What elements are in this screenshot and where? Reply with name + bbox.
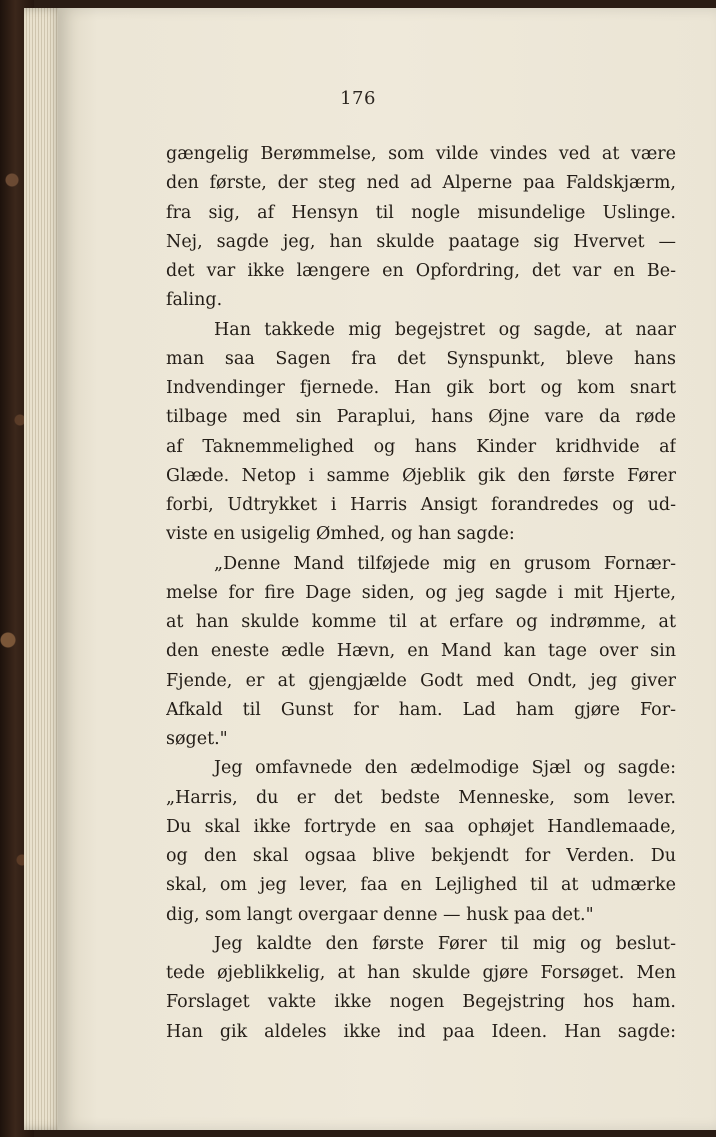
- text-line: det var ikke længere en Opfordring, det var en Be-: [166, 261, 676, 281]
- text-line: Jeg omfavnede den ædelmodige Sjæl og sagde:: [214, 758, 676, 779]
- text-line: Jeg kaldte den første Fører til mig og beslut-: [214, 933, 676, 954]
- text-line: man saa Sagen fra det Synspunkt, bleve hans: [166, 348, 676, 369]
- text-line: viste en usigelig Ømhed, og han sagde:: [166, 524, 515, 545]
- text-line: dig, som langt overgaar denne — husk paa det.": [166, 904, 594, 925]
- text-line: Afkald til Gunst for ham. Lad ham gjøre For-: [166, 699, 676, 720]
- text-line: „Harris, du er det bedste Menneske, som lever.: [166, 787, 676, 808]
- text-line: Indvendinger fjernede. Han gik bort og kom snart: [166, 378, 676, 398]
- text-line: og den skal ogsaa blive bekjendt for Verden. Du: [166, 846, 676, 866]
- text-line: Du skal ikke fortryde en saa ophøjet Handlemaade,: [166, 816, 676, 837]
- page-number: 176: [340, 88, 376, 109]
- text-line: fra sig, af Hensyn til nogle misundelige Uslinge.: [166, 202, 676, 223]
- text-line: Han gik aldeles ikke ind paa Ideen. Han sagde:: [166, 1021, 676, 1042]
- text-line: at han skulde komme til at erfare og indrømme, at: [166, 612, 676, 632]
- text-line: faling.: [166, 290, 223, 311]
- text-line: skal, om jeg lever, faa en Lejlighed til at udmærke: [166, 875, 676, 896]
- text-line: „Denne Mand tilføjede mig en grusom Fornær-: [214, 553, 676, 574]
- text-line: melse for fire Dage siden, og jeg sagde i mit Hjerte,: [166, 582, 676, 603]
- text-line: tede øjeblikkelig, at han skulde gjøre Forsøget. Men: [166, 963, 676, 983]
- text-line: Forslaget vakte ikke nogen Begejstring hos ham.: [166, 992, 676, 1013]
- text-line: den eneste ædle Hævn, en Mand kan tage over sin: [166, 641, 676, 662]
- text-line: Nej, sagde jeg, han skulde paatage sig Hvervet —: [166, 231, 676, 252]
- text-line: søget.": [166, 729, 228, 749]
- text-line: den første, der steg ned ad Alperne paa Faldskjærm,: [166, 173, 676, 194]
- text-line: af Taknemmelighed og hans Kinder kridhvide af: [166, 436, 676, 457]
- text-line: gængelig Berømmelse, som vilde vindes ved at være: [166, 144, 676, 164]
- text-line: tilbage med sin Paraplui, hans Øjne vare da røde: [166, 407, 676, 428]
- text-line: forbi, Udtrykket i Harris Ansigt forandredes og ud-: [166, 495, 676, 515]
- text-line: Fjende, er at gjengjælde Godt med Ondt, jeg giver: [166, 670, 676, 691]
- text-line: Glæde. Netop i samme Øjeblik gik den første Fører: [166, 465, 676, 486]
- body-text: [166, 140, 676, 1047]
- text-line: Han takkede mig begejstret og sagde, at naar: [214, 319, 676, 340]
